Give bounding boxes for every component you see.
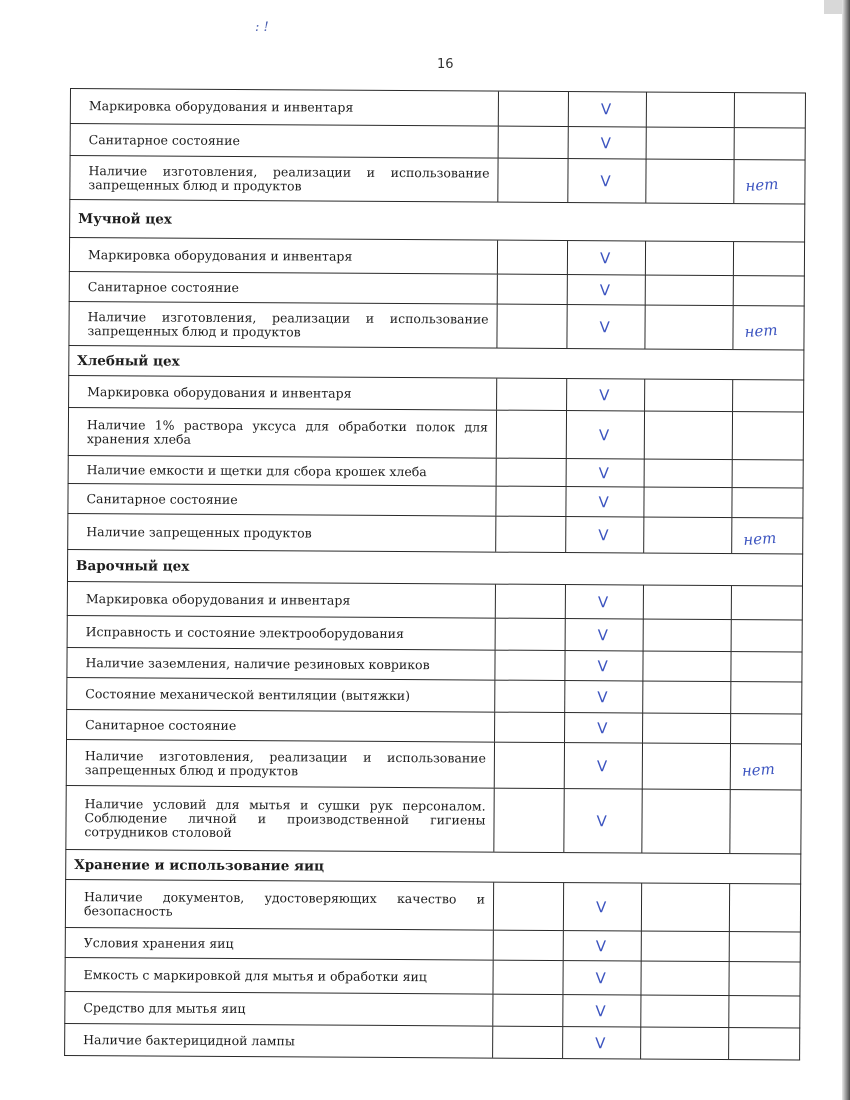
section-header-row [67, 550, 803, 586]
table-cell [646, 93, 735, 128]
table-cell [498, 92, 569, 126]
table-row [67, 484, 803, 518]
handwritten-check-mark: V [597, 656, 608, 675]
criterion-label: Исправность и состояние электрооборудования [85, 623, 404, 641]
table-cell [645, 242, 734, 276]
handwritten-check-mark: V [595, 897, 607, 916]
table-row [65, 928, 801, 962]
table-cell [644, 460, 733, 488]
table-row [69, 272, 805, 306]
table-row [67, 514, 803, 554]
scan-page-edge [842, 0, 850, 1100]
handwritten-check-mark: V [600, 100, 612, 119]
section-title: Варочный цех [76, 557, 190, 575]
table-cell [645, 276, 734, 306]
table-row [69, 238, 805, 276]
criterion-label: Наличие изготовления, реализации и использование запрещенных блюд и продуктов [87, 308, 489, 339]
handwritten-check-mark: V [597, 592, 609, 611]
table-cell [643, 488, 732, 518]
table-row [68, 376, 804, 412]
page-number: 16 [437, 57, 454, 72]
table-cell [644, 306, 733, 350]
table-cell [492, 995, 563, 1026]
section-title: Мучной цех [78, 210, 172, 228]
table-cell [646, 128, 735, 160]
criterion-label: Наличие документов, удостоверяющих качество и безопасность [83, 888, 486, 919]
table-row [65, 880, 801, 932]
table-cell [640, 1028, 729, 1060]
table-cell [493, 931, 564, 960]
table-cell [642, 682, 731, 714]
criterion-label: Наличие заземления, наличие резиновых ковриков [85, 654, 430, 672]
table-cell [642, 714, 731, 744]
table-cell [492, 1027, 563, 1058]
handwritten-check-mark: V [595, 968, 606, 987]
table-cell [497, 275, 568, 304]
table-cell [641, 790, 730, 854]
table-cell [494, 651, 565, 680]
table-cell [498, 127, 569, 158]
handwritten-check-mark: V [599, 248, 611, 267]
table-cell [492, 961, 563, 994]
handwritten-check-mark: V [598, 425, 610, 444]
scan-corner [824, 0, 842, 14]
handwritten-note: нет [743, 320, 779, 341]
table-cell [641, 932, 730, 962]
criterion-label: Наличие емкости и щетки для сбора крошек хлеба [86, 461, 427, 479]
handwritten-check-mark: V [598, 463, 609, 482]
table-row [70, 88, 806, 128]
table-row [70, 124, 806, 160]
handwritten-check-mark: V [599, 280, 611, 299]
handwritten-note: нет [744, 174, 779, 195]
table-cell [640, 962, 729, 996]
table-row [67, 582, 803, 620]
table-row [68, 302, 804, 350]
table-cell [496, 459, 567, 486]
table-cell [496, 305, 567, 348]
table-row [66, 648, 802, 682]
table-row [67, 616, 803, 652]
criterion-label: Емкость с маркировкой для мытья и обработки яиц [83, 966, 427, 984]
table-row [64, 992, 800, 1028]
section-header-row [69, 200, 805, 242]
table-row [65, 786, 801, 854]
section-title: Хранение и использование яиц [74, 856, 325, 875]
handwritten-check-mark: V [599, 385, 610, 404]
handwritten-check-mark: V [595, 1001, 606, 1020]
table-row [66, 710, 802, 744]
handwritten-check-mark: V [598, 492, 609, 511]
table-cell [497, 241, 568, 274]
table-cell [495, 585, 566, 618]
criterion-label: Наличие бактерицидной лампы [83, 1031, 295, 1048]
handwritten-check-mark: V [597, 625, 608, 644]
handwritten-check-mark: V [600, 171, 611, 190]
handwritten-check-mark: V [595, 1033, 606, 1052]
table-cell [644, 412, 733, 460]
criterion-label: Маркировка оборудования и инвентаря [88, 98, 354, 115]
table-cell [642, 744, 731, 790]
table-cell [494, 681, 565, 712]
section-header-row [65, 850, 801, 884]
criterion-label: Состояние механической вентиляции (вытяжки) [85, 685, 411, 703]
criterion-label: Маркировка оборудования и инвентаря [85, 590, 351, 608]
handwritten-check-mark: V [596, 756, 608, 775]
handwritten-scribble: : ! [255, 20, 269, 35]
criterion-label: Наличие изготовления, реализации и использование запрещенных блюд и продуктов [84, 747, 486, 778]
criterion-label: Средство для мытья яиц [83, 999, 246, 1016]
table-row [64, 958, 800, 996]
table-cell [495, 517, 566, 552]
table-cell [496, 411, 567, 458]
handwritten-check-mark: V [595, 936, 607, 955]
table-row [66, 740, 802, 790]
handwritten-check-mark: V [597, 687, 608, 706]
criterion-label: Санитарное состояние [87, 278, 240, 295]
table-cell [643, 518, 732, 554]
table-row [69, 156, 805, 204]
table-cell [493, 883, 564, 930]
table-row [68, 456, 804, 488]
table-cell [496, 379, 567, 410]
handwritten-note: нет [741, 759, 776, 780]
handwritten-check-mark: V [599, 317, 610, 336]
criterion-label: Наличие запрещенных продуктов [86, 523, 312, 540]
table-cell [643, 586, 732, 620]
section-title: Хлебный цех [77, 352, 180, 370]
table-cell [495, 619, 566, 650]
table-cell [495, 487, 566, 516]
checklist-table [64, 88, 806, 1060]
table-cell [494, 743, 565, 788]
handwritten-note: нет [742, 528, 777, 549]
criterion-label: Наличие 1% раствора уксуса для обработки полок для хранения хлеба [86, 416, 488, 447]
handwritten-check-mark: V [598, 525, 609, 544]
table-cell [645, 160, 734, 204]
table-row [66, 678, 802, 714]
table-cell [642, 652, 731, 682]
table-row [68, 408, 804, 460]
criterion-label: Условия хранения яиц [83, 934, 234, 951]
criterion-label: Санитарное состояние [86, 490, 238, 507]
criterion-label: Маркировка оборудования и инвентаря [87, 383, 352, 401]
table-cell [644, 380, 733, 412]
criterion-label: Наличие изготовления, реализации и использование запрещенных блюд и продуктов [88, 162, 490, 193]
section-header-row [68, 346, 804, 380]
table-cell [641, 884, 730, 932]
table-cell [494, 713, 565, 742]
handwritten-check-mark: V [597, 718, 608, 737]
handwritten-check-mark: V [596, 811, 607, 830]
criterion-label: Маркировка оборудования и инвентаря [87, 246, 353, 264]
table-cell [493, 789, 564, 852]
handwritten-check-mark: V [600, 133, 611, 152]
table-row [64, 1024, 800, 1060]
table-cell [640, 996, 729, 1028]
criterion-label: Санитарное состояние [85, 716, 237, 733]
table-cell [497, 159, 568, 202]
criterion-label: Санитарное состояние [88, 131, 240, 148]
criterion-label: Наличие условий для мытья и сушки рук персоналом. Соблюдение личной и производственной гигиены сотрудников столовой [84, 795, 486, 840]
table-cell [643, 620, 732, 652]
